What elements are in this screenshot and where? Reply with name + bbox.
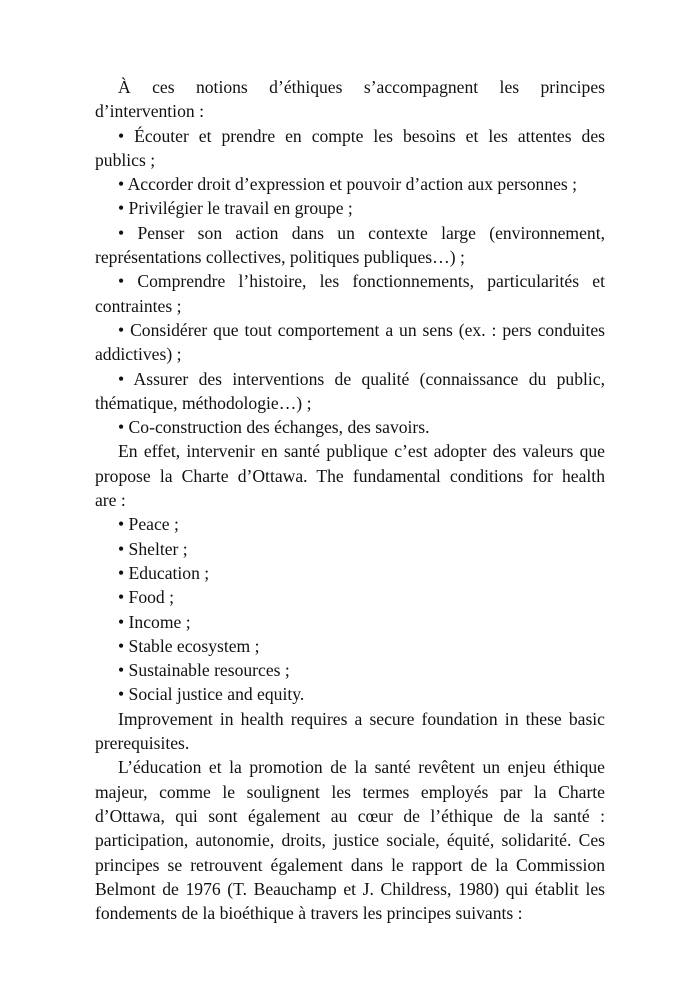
text-line: thématique, méthodologie…) ; [95, 392, 312, 413]
bullet-item [95, 561, 605, 585]
text-line: d’Ottawa, qui sont également au cœur de l’éthique de la santé : [95, 805, 605, 826]
text-line: • Penser son action dans un contexte large (environnement, [118, 222, 605, 243]
text-line: En effet, intervenir en santé publique c’est adopter des valeurs que [118, 441, 605, 462]
text-line: Improvement in health requires a secure foundation in these basic [118, 708, 605, 729]
text-line: • Comprendre l’histoire, les fonctionnements, particularités et [118, 271, 605, 292]
bullet-item [95, 634, 605, 658]
text-line: • Accorder droit d’expression et pouvoir d’action aux personnes ; [118, 174, 578, 195]
text-line: représentations collectives, politiques publiques…) ; [95, 247, 465, 268]
bullet-item [95, 269, 605, 318]
bullet-item [95, 610, 605, 634]
text-line: • Privilégier le travail en groupe ; [118, 198, 353, 219]
text-line: • Shelter ; [118, 538, 188, 559]
text-line: • Social justice and equity. [118, 684, 305, 705]
text-line: L’éducation et la promotion de la santé revêtent un enjeu éthique [118, 757, 605, 778]
bullet-item [95, 658, 605, 682]
text-line: • Assurer des interventions de qualité (connaissance du public, [118, 368, 605, 389]
bullet-item [95, 221, 605, 270]
text-line: • Sustainable resources ; [118, 660, 290, 681]
text-line: • Écouter et prendre en compte les besoins et les attentes des [118, 125, 605, 146]
paragraph [95, 755, 605, 925]
text-line: participation, autonomie, droits, justice sociale, équité, solidarité. Ces [95, 830, 605, 851]
bullet-item [95, 585, 605, 609]
text-line: principes se retrouvent également dans le rapport de la Commission [95, 854, 605, 875]
text-line: À ces notions d’éthiques s’accompagnent les principes [118, 77, 605, 97]
text-line: Belmont de 1976 (T. Beauchamp et J. Childress, 1980) qui établit les [95, 878, 605, 899]
text-line: • Income ; [118, 611, 191, 632]
text-line: fondements de la bioéthique à travers les principes suivants : [95, 903, 523, 924]
text-line: are : [95, 490, 126, 511]
text-line: • Peace ; [118, 514, 179, 535]
text-line: publics ; [95, 149, 156, 170]
bullet-item [95, 172, 605, 196]
bullet-item [95, 124, 605, 173]
paragraph [95, 75, 605, 124]
bullet-item [95, 415, 605, 439]
text-line: • Considérer que tout comportement a un sens (ex. : pers conduites [118, 319, 605, 340]
text-line: d’intervention : [95, 101, 204, 122]
text-line: • Education ; [118, 562, 210, 583]
bullet-item [95, 682, 605, 706]
bullet-item [95, 367, 605, 416]
text-line: addictives) ; [95, 344, 182, 365]
text-line: contraintes ; [95, 295, 182, 316]
document-page [95, 75, 605, 925]
text-line: • Food ; [118, 587, 175, 608]
paragraph [95, 439, 605, 512]
bullet-item [95, 318, 605, 367]
text-line: majeur, comme le soulignent les termes employés par la Charte [95, 781, 605, 802]
text-line: prerequisites. [95, 733, 190, 754]
text-line: • Co-construction des échanges, des savoirs. [118, 417, 430, 438]
text-line: • Stable ecosystem ; [118, 635, 260, 656]
bullet-item [95, 512, 605, 536]
paragraph [95, 707, 605, 756]
bullet-item [95, 537, 605, 561]
text-line: propose la Charte d’Ottawa. The fundamental conditions for health [95, 465, 605, 486]
bullet-item [95, 196, 605, 220]
